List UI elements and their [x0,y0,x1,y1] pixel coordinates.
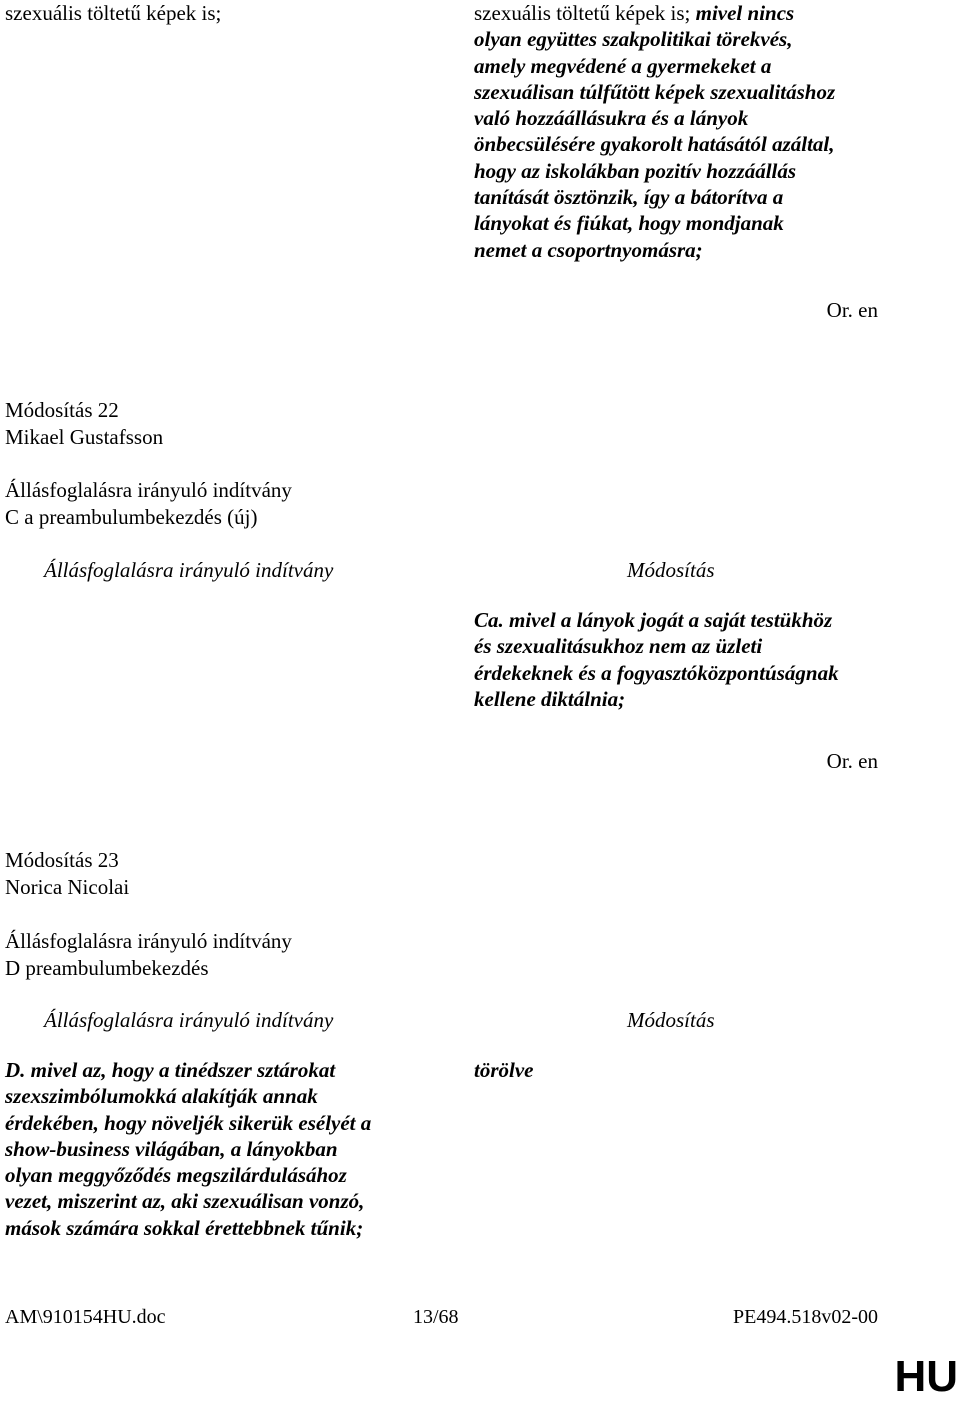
amendment-22-col-left-header: Állásfoglalásra irányuló indítvány [44,558,334,582]
amendment-23-ref: D preambulumbekezdés [5,956,209,980]
amendment-22-author: Mikael Gustafsson [5,425,164,449]
amendment-23-line: D. mivel az, hogy a tinédszer sztárokat [5,1058,336,1082]
amendment-23-text [5,1057,435,1241]
amendment-22-text [474,607,894,712]
footer-language: HU [894,1352,958,1401]
origin-label: Or. en [826,749,878,773]
amendment-23-line: show-business világában, a lányokban [5,1136,338,1161]
amendment-22-title: Módosítás 22 [5,398,119,422]
amendment-23-line: érdekében, hogy növeljék sikerük esélyét a [5,1110,372,1135]
top-right-line: nemet a csoportnyomásra; [474,237,703,262]
top-right-line: olyan együttes szakpolitikai törekvés, [474,27,793,52]
amendment-23-deleted: törölve [474,1058,534,1082]
amendment-23-doc-type: Állásfoglalásra irányuló indítvány [5,929,292,953]
top-right-line: hogy az iskolákban pozitív hozzáállás [474,158,797,183]
top-right-line: önbecsülésére gyakorolt hatásától azáltal, [474,132,835,157]
amendment-23-line: olyan meggyőződés megszilárdulásához [5,1163,347,1188]
top-right-line: szexuálisan túlfűtött képek szexualitáshoz [474,79,836,104]
top-right-line: való hozzáállásukra és a lányok [474,106,749,131]
origin-label: Or. en [826,298,878,322]
footer-page-number: 13/68 [413,1306,459,1328]
amendment-22-line: és szexualitásukhoz nem az üzleti [474,634,763,659]
top-right-normal: szexuális töltetű képek is; [474,1,691,25]
footer-code: PE494.518v02-00 [733,1306,878,1328]
amendment-22-line: Ca. mivel a lányok jogát a saját testükhöz [474,608,833,632]
top-left-text: szexuális töltetű képek is; [5,1,222,25]
amendment-22-doc-type: Állásfoglalásra irányuló indítvány [5,478,292,502]
amendment-23-author: Norica Nicolai [5,875,130,899]
amendment-23-title: Módosítás 23 [5,848,119,872]
amendment-22-ref: C a preambulumbekezdés (új) [5,505,258,529]
amendment-23-line: vezet, miszerint az, aki szexuálisan vonzó, [5,1189,365,1214]
top-right-text [474,0,894,263]
top-right-line: amely megvédené a gyermekeket a [474,53,772,78]
amendment-22-line: érdekeknek és a fogyasztóközpontúságnak [474,660,839,685]
footer-doc-ref: AM\910154HU.doc [5,1306,166,1328]
amendment-23-line: mások számára sokkal érettebbnek tűnik; [5,1215,364,1240]
amendment-23-line: szexszimbólumokká alakítják annak [5,1084,318,1109]
amendment-22-col-right-header: Módosítás [627,558,715,582]
top-right-line: tanítását ösztönzik, így a bátorítva a [474,185,784,210]
amendment-22-line: kellene diktálnia; [474,686,626,711]
top-right-line: lányokat és fiúkat, hogy mondjanak [474,211,784,236]
amendment-23-col-right-header: Módosítás [627,1008,715,1032]
top-right-bold-start: mivel nincs [695,1,795,25]
amendment-23-col-left-header: Állásfoglalásra irányuló indítvány [44,1008,334,1032]
